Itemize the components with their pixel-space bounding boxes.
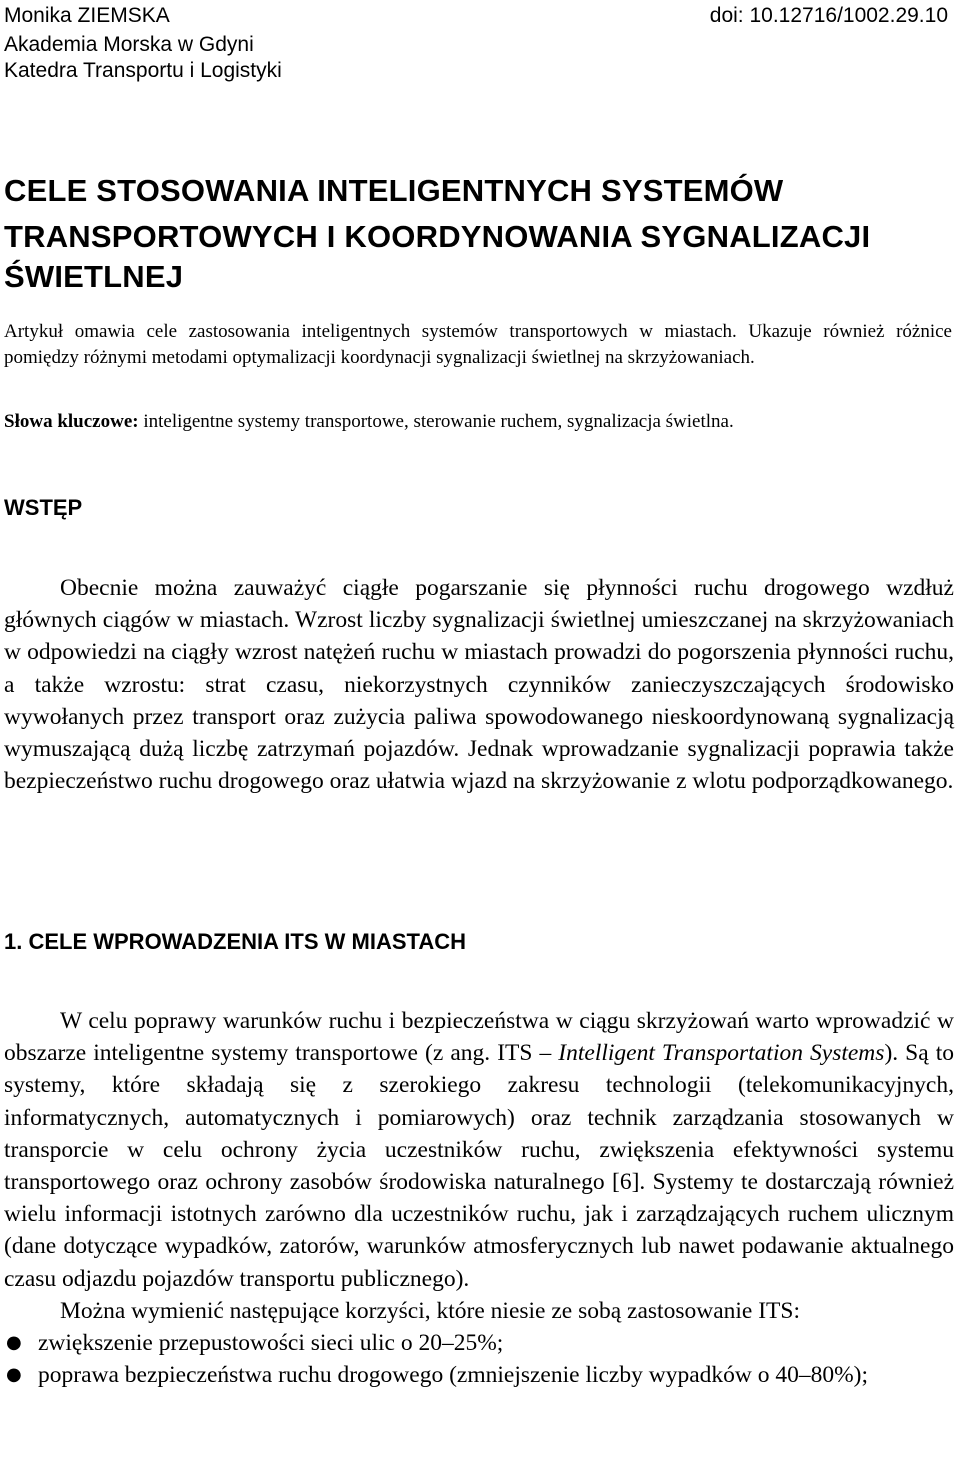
benefits-list bbox=[4, 1327, 954, 1391]
list-item-text: poprawa bezpieczeństwa ruchu drogowego (zmniejszenie liczby wypadków o 40–80%); bbox=[38, 1362, 869, 1389]
author-name: Monika ZIEMSKA bbox=[4, 4, 170, 27]
p1-text-before: W celu poprawy warunków ruchu i bezpieczeństwa w ciągu skrzyżowań warto wprowadzić w obszarze inteligentne systemy transportowe (z ang. ITS – bbox=[4, 1008, 954, 1067]
doi-label: doi: 10.12716/1002.29.10 bbox=[709, 4, 948, 27]
section1-body bbox=[4, 1005, 954, 1391]
title-line-1: CELE STOSOWANIA INTELIGENTNYCH SYSTEMÓW bbox=[4, 173, 784, 208]
list-item-text: zwiększenie przepustowości sieci ulic o 20–25%; bbox=[38, 1330, 504, 1357]
bullet-icon: ● bbox=[6, 1364, 22, 1386]
bullet-icon: ● bbox=[6, 1332, 22, 1354]
section-heading-intro: WSTĘP bbox=[4, 495, 83, 520]
section1-paragraph-1 bbox=[4, 1005, 954, 1295]
p1-italic-term: Intelligent Transportation Systems bbox=[558, 1040, 885, 1067]
list-item bbox=[4, 1359, 954, 1391]
section1-paragraph-2: Można wymienić następujące korzyści, które niesie ze sobą zastosowanie ITS: bbox=[60, 1297, 800, 1324]
institution-name: Akademia Morska w Gdyni bbox=[4, 33, 254, 56]
department-name: Katedra Transportu i Logistyki bbox=[4, 59, 282, 82]
keywords-list: inteligentne systemy transportowe, sterowanie ruchem, sygnalizacja świetlna. bbox=[138, 411, 734, 432]
keywords bbox=[4, 409, 952, 435]
intro-body bbox=[4, 572, 954, 797]
p1-text-after: ). Są to systemy, które składają się z szerokiego zakresu technologii (telekomunikacyjnych, informatycznych, automatycznych i pomiarowych) oraz technik zarządzania stosowanych w transporcie w celu ochrony życia uczestników ruchu, zwiększenia efektywności systemu transportowego oraz ochrony zasobów środowiska naturalnego [6]. Systemy te dostarczają również wielu informacji istotnych zarówno dla uczestników ruchu, jak i zarządzających ruchem ulicznym (dane dotyczące wypadków, zatorów, warunków atmosferycznych lub nawet podawanie aktualnego czasu odjazdu pojazdów transportu publicznego). bbox=[4, 1040, 955, 1292]
abstract: Artykuł omawia cele zastosowania inteligentnych systemów transportowych w miastach. Ukazuje również różnice pomiędzy różnymi metodami optymalizacji koordynacji sygnalizacji świetlnej na skrzyżowaniach. bbox=[4, 321, 952, 368]
intro-paragraph: Obecnie można zauważyć ciągłe pogarszanie się płynności ruchu drogowego wzdłuż głównych ciągów w miastach. Wzrost liczby sygnalizacji świetlnej umieszczanej na skrzyżowaniach w odpowiedzi na ciągły wzrost natężeń ruchu w miastach prowadzi do pogorszenia płynności ruchu, a także wzrostu: strat czasu, niekorzystnych czynników zanieczyszczających środowisko wywołanych przez transport oraz zużycia paliwa spowodowanego nieskoordynowaną sygnalizacją wymuszającą dużą liczbę zatrzymań pojazdów. Jednak wprowadzanie sygnalizacji poprawia także bezpieczeństwo ruchu drogowego oraz ułatwia wjazd na skrzyżowanie z wlotu podporządkowanego. bbox=[4, 575, 954, 795]
section-heading-1: 1. CELE WPROWADZENIA ITS W MIASTACH bbox=[4, 929, 466, 954]
keywords-label: Słowa kluczowe: bbox=[4, 411, 139, 432]
title-line-2: TRANSPORTOWYCH I KOORDYNOWANIA SYGNALIZACJI ŚWIETLNEJ bbox=[4, 219, 871, 294]
list-item bbox=[4, 1327, 954, 1359]
